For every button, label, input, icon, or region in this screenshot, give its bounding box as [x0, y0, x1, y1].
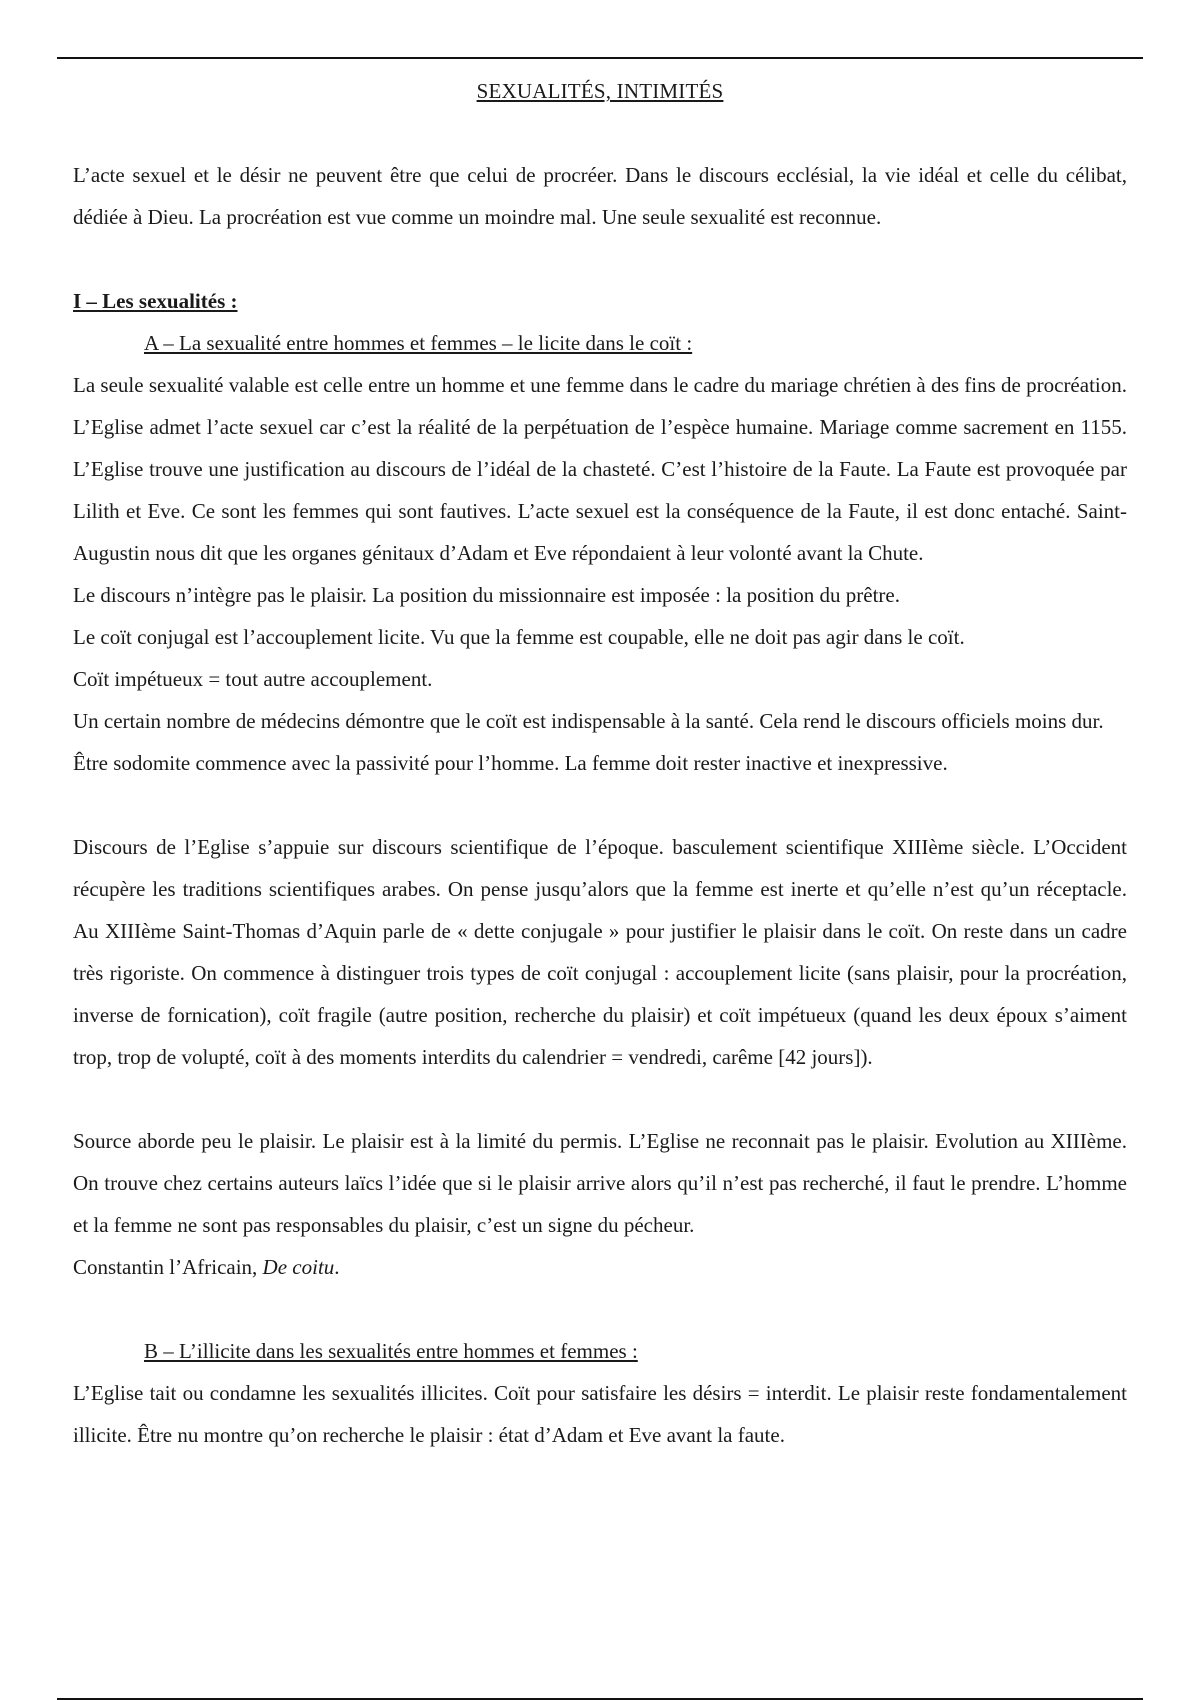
- section-heading-1: I – Les sexualités :: [73, 289, 238, 313]
- intro-paragraph: L’acte sexuel et le désir ne peuvent être que celui de procréer. Dans le discours ecclésial, la vie idéal et celle du célibat, dédiée à Dieu. La procréation est vue comme un moindre mal. Une seule sexualité est reconnue.: [73, 163, 1127, 229]
- subsection-heading-a: A – La sexualité entre hommes et femmes – le licite dans le coït :: [144, 331, 693, 355]
- paragraph-a3: Le coït conjugal est l’accouplement licite. Vu que la femme est coupable, elle ne doit pas agir dans le coït.: [73, 625, 965, 649]
- paragraph-b1: L’Eglise tait ou condamne les sexualités illicites. Coït pour satisfaire les désirs = interdit. Le plaisir reste fondamentalement illicite. Être nu montre qu’on recherche le plaisir : état d’Adam et Eve avant la faute.: [73, 1381, 1127, 1447]
- spacer: [73, 112, 1127, 154]
- citation-end: .: [334, 1255, 340, 1279]
- paragraph-a5: Un certain nombre de médecins démontre que le coït est indispensable à la santé. Cela rend le discours officiels moins dur.: [73, 709, 1104, 733]
- spacer: [73, 784, 1127, 826]
- paragraph-a6: Être sodomite commence avec la passivité pour l’homme. La femme doit rester inactive et inexpressive.: [73, 751, 948, 775]
- spacer: [73, 1288, 1127, 1330]
- paragraph-a2: Le discours n’intègre pas le plaisir. La position du missionnaire est imposée : la position du prêtre.: [73, 583, 900, 607]
- paragraph-a4: Coït impétueux = tout autre accouplement.: [73, 667, 433, 691]
- citation-author: Constantin l’Africain,: [73, 1255, 263, 1279]
- paragraph-a7: Discours de l’Eglise s’appuie sur discours scientifique de l’époque. basculement scientifique XIIIème siècle. L’Occident récupère les traditions scientifiques arabes. On pense jusqu’alors que la femme est inerte et qu’elle n’est qu’un réceptacle. Au XIIIème Saint-Thomas d’Aquin parle de « dette conjugale » pour justifier le plaisir dans le coït. On reste dans un cadre très rigoriste. On commence à distinguer trois types de coït conjugal : accouplement licite (sans plaisir, pour la procréation, inverse de fornication), coït fragile (autre position, recherche du plaisir) et coït impétueux (quand les deux époux s’aiment trop, trop de volupté, coït à des moments interdits du calendrier = vendredi, carême [42 jours]).: [73, 835, 1127, 1069]
- top-rule: [57, 57, 1143, 59]
- spacer: [73, 1078, 1127, 1120]
- spacer: [73, 238, 1127, 280]
- citation-work-title: De coitu: [262, 1255, 335, 1279]
- page-title: SEXUALITÉS, INTIMITÉS: [476, 79, 724, 103]
- document-page: [73, 70, 1127, 1456]
- subsection-heading-b: B – L’illicite dans les sexualités entre hommes et femmes :: [144, 1339, 638, 1363]
- paragraph-a8: Source aborde peu le plaisir. Le plaisir est à la limité du permis. L’Eglise ne reconnait pas le plaisir. Evolution au XIIIème. On trouve chez certains auteurs laïcs l’idée que si le plaisir arrive alors qu’il n’est pas recherché, il faut le prendre. L’homme et la femme ne sont pas responsables du plaisir, c’est un signe du pécheur.: [73, 1129, 1127, 1237]
- citation-line: [73, 1246, 1127, 1288]
- paragraph-a1: La seule sexualité valable est celle entre un homme et une femme dans le cadre du mariage chrétien à des fins de procréation. L’Eglise admet l’acte sexuel car c’est la réalité de la perpétuation de l’espèce humaine. Mariage comme sacrement en 1155. L’Eglise trouve une justification au discours de l’idéal de la chasteté. C’est l’histoire de la Faute. La Faute est provoquée par Lilith et Eve. Ce sont les femmes qui sont fautives. L’acte sexuel est la conséquence de la Faute, il est donc entaché. Saint-Augustin nous dit que les organes génitaux d’Adam et Eve répondaient à leur volonté avant la Chute.: [73, 373, 1127, 565]
